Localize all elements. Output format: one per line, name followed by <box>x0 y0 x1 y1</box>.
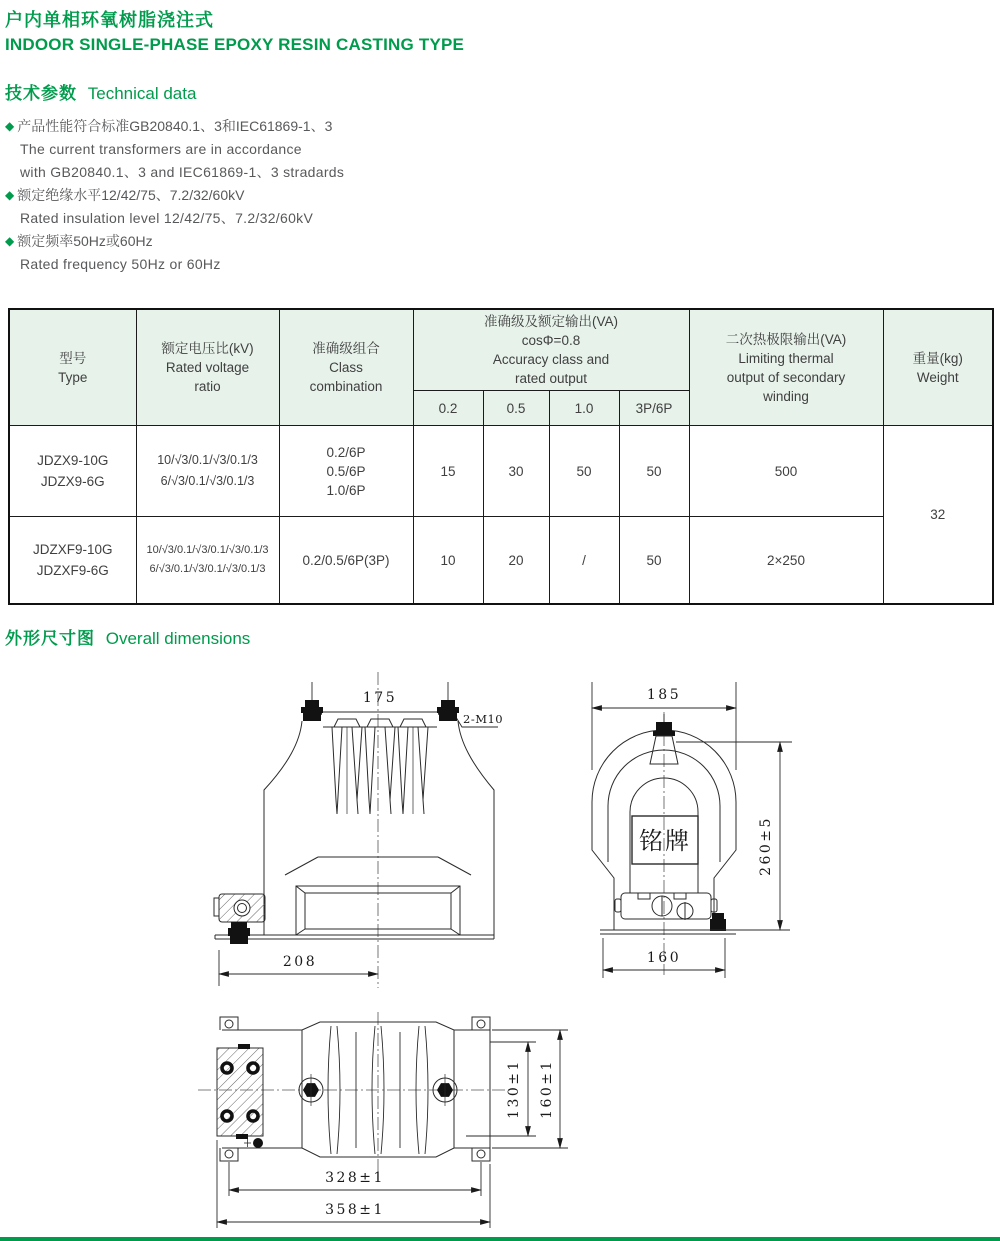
insulator-ribs <box>332 719 428 814</box>
header-ratio-en: Rated voltage <box>165 360 250 375</box>
technical-data-heading <box>5 79 196 104</box>
ratio-value: 6/√3/0.1/√3/0.1/√3/0.1/3 <box>149 563 266 575</box>
header-weight-en: Weight <box>916 369 959 385</box>
cell-class-combination <box>279 517 413 605</box>
footer-accent-bar <box>0 1237 1000 1241</box>
page-title-en: INDOOR SINGLE-PHASE EPOXY RESIN CASTING TYPE <box>5 35 465 54</box>
bullet-item <box>5 230 485 253</box>
cell-output-3p6p: 50 <box>619 426 689 517</box>
cell-thermal: 2×250 <box>689 517 883 605</box>
header-accuracy-zh: 准确级及额定输出(VA) <box>484 314 618 329</box>
header-accuracy-en: Accuracy class and <box>492 352 610 367</box>
bullet-text-en: Rated insulation level 12/42/75、7.2/32/60kV <box>20 210 314 226</box>
ratio-value: 10/√3/0.1/√3/0.1/√3/0.1/3 <box>146 544 269 556</box>
class-combination-value: 0.2/0.5/6P(3P) <box>302 552 390 568</box>
col-header-accuracy-group <box>413 309 689 391</box>
subheader-0-5: 0.5 <box>483 391 549 426</box>
dimension-label-side-base: 160 <box>646 950 682 966</box>
type-value: JDZXF9-6G <box>36 563 109 578</box>
col-header-weight <box>883 309 993 426</box>
cell-output-02: 15 <box>413 426 483 517</box>
plan-view <box>198 1012 568 1228</box>
dimension-label-plan-bolt-span: 328±1 <box>325 1170 385 1186</box>
bullet-text-en: with GB20840.1、3 and IEC61869-1、3 stradards <box>20 164 345 180</box>
overall-dimensions-heading-en: Overall dimensions <box>105 629 251 648</box>
bullet-text-zh: 额定绝缘水平12/42/75、7.2/32/60kV <box>17 187 245 203</box>
overall-dimensions-heading-zh: 外形尺寸图 <box>5 629 95 648</box>
dimension-label-side-height: 260±5 <box>758 816 774 876</box>
top-terminal <box>653 722 675 736</box>
subheader-0-2: 0.2 <box>413 391 483 426</box>
side-view <box>592 682 792 978</box>
cell-weight: 32 <box>883 426 993 605</box>
secondary-terminal-box <box>214 894 265 944</box>
bullet-text-en: Rated frequency 50Hz or 60Hz <box>20 256 221 272</box>
type-value: JDZX9-6G <box>40 474 105 489</box>
cell-output-05: 30 <box>483 426 549 517</box>
dimension-label-side-width: 185 <box>646 687 682 703</box>
front-view <box>214 672 503 988</box>
cell-thermal: 500 <box>689 426 883 517</box>
header-thermal-en: Limiting thermal <box>738 350 834 366</box>
header-accuracy-cos: cosΦ=0.8 <box>521 333 581 348</box>
header-thermal-zh: 二次热极限输出(VA) <box>725 331 847 347</box>
primary-terminal-right <box>437 700 459 721</box>
bullet-item <box>5 184 485 207</box>
bullet-item <box>5 115 485 138</box>
diamond-bullet-icon: ◆ <box>5 234 15 248</box>
col-header-ratio <box>136 309 279 426</box>
primary-terminal-left <box>301 700 323 721</box>
nameplate-label: 铭牌 <box>639 828 691 855</box>
terminal-box-plan <box>217 1044 263 1148</box>
class-combination-value: 0.5/6P <box>326 463 366 479</box>
cell-type <box>9 517 136 605</box>
technical-data-heading-zh: 技术参数 <box>5 84 77 103</box>
ratio-value: 10/√3/0.1/√3/0.1/3 <box>157 453 258 467</box>
bullet-text-zh: 额定频率50Hz或60Hz <box>17 233 153 249</box>
dimension-drawings <box>0 655 1000 1241</box>
cell-output-3p6p: 50 <box>619 517 689 605</box>
header-ratio-en: ratio <box>194 379 221 394</box>
table-row <box>9 517 993 605</box>
cell-class-combination <box>279 426 413 517</box>
diamond-bullet-icon: ◆ <box>5 119 15 133</box>
diamond-bullet-icon: ◆ <box>5 188 15 202</box>
header-thermal-en: winding <box>763 388 809 404</box>
col-header-thermal <box>689 309 883 426</box>
cell-output-02: 10 <box>413 517 483 605</box>
cell-output-10: / <box>549 517 619 605</box>
page-title-zh: 户内单相环氧树脂浇注式 <box>5 10 214 30</box>
col-header-type <box>9 309 136 426</box>
type-value: JDZXF9-10G <box>32 542 113 557</box>
header-class-en: Class <box>329 360 363 375</box>
bullet-text-en: The current transformers are in accordance <box>20 141 302 157</box>
dimension-label-front-width: 175 <box>362 690 398 706</box>
technical-data-table <box>8 308 994 605</box>
header-ratio-zh: 额定电压比(kV) <box>161 341 254 356</box>
ratio-value: 6/√3/0.1/√3/0.1/3 <box>160 474 255 488</box>
bolt-spec-label: 2-M10 <box>463 712 504 726</box>
type-value: JDZX9-10G <box>37 453 109 468</box>
header-class-en: combination <box>309 379 383 394</box>
dimension-label-plan-outer-height: 160±1 <box>539 1059 555 1119</box>
class-combination-value: 1.0/6P <box>326 482 366 498</box>
side-connector <box>710 913 726 931</box>
col-header-class <box>279 309 413 426</box>
technical-data-heading-en: Technical data <box>87 84 197 103</box>
header-thermal-en: output of secondary <box>726 369 846 385</box>
bullet-text-zh: 产品性能符合标准GB20840.1、3和IEC61869-1、3 <box>17 118 333 134</box>
header-accuracy-en: rated output <box>514 371 588 386</box>
cell-ratio <box>136 517 279 605</box>
dimension-label-front-base: 208 <box>282 954 318 970</box>
subheader-3p6p: 3P/6P <box>619 391 689 426</box>
cell-output-10: 50 <box>549 426 619 517</box>
subheader-1-0: 1.0 <box>549 391 619 426</box>
header-type-zh: 型号 <box>59 350 87 366</box>
terminal-bracket <box>615 893 717 920</box>
dimension-label-plan-overall-length: 358±1 <box>325 1202 385 1218</box>
dimension-label-plan-inner-height: 130±1 <box>506 1059 522 1119</box>
header-type-en: Type <box>58 369 88 385</box>
header-weight-zh: 重量(kg) <box>912 350 963 366</box>
cell-output-05: 20 <box>483 517 549 605</box>
class-combination-value: 0.2/6P <box>326 444 366 460</box>
table-row <box>9 426 993 517</box>
header-class-zh: 准确级组合 <box>312 341 380 356</box>
cell-ratio <box>136 426 279 517</box>
technical-bullet-list <box>5 115 485 276</box>
cell-type <box>9 426 136 517</box>
overall-dimensions-heading <box>5 624 250 649</box>
